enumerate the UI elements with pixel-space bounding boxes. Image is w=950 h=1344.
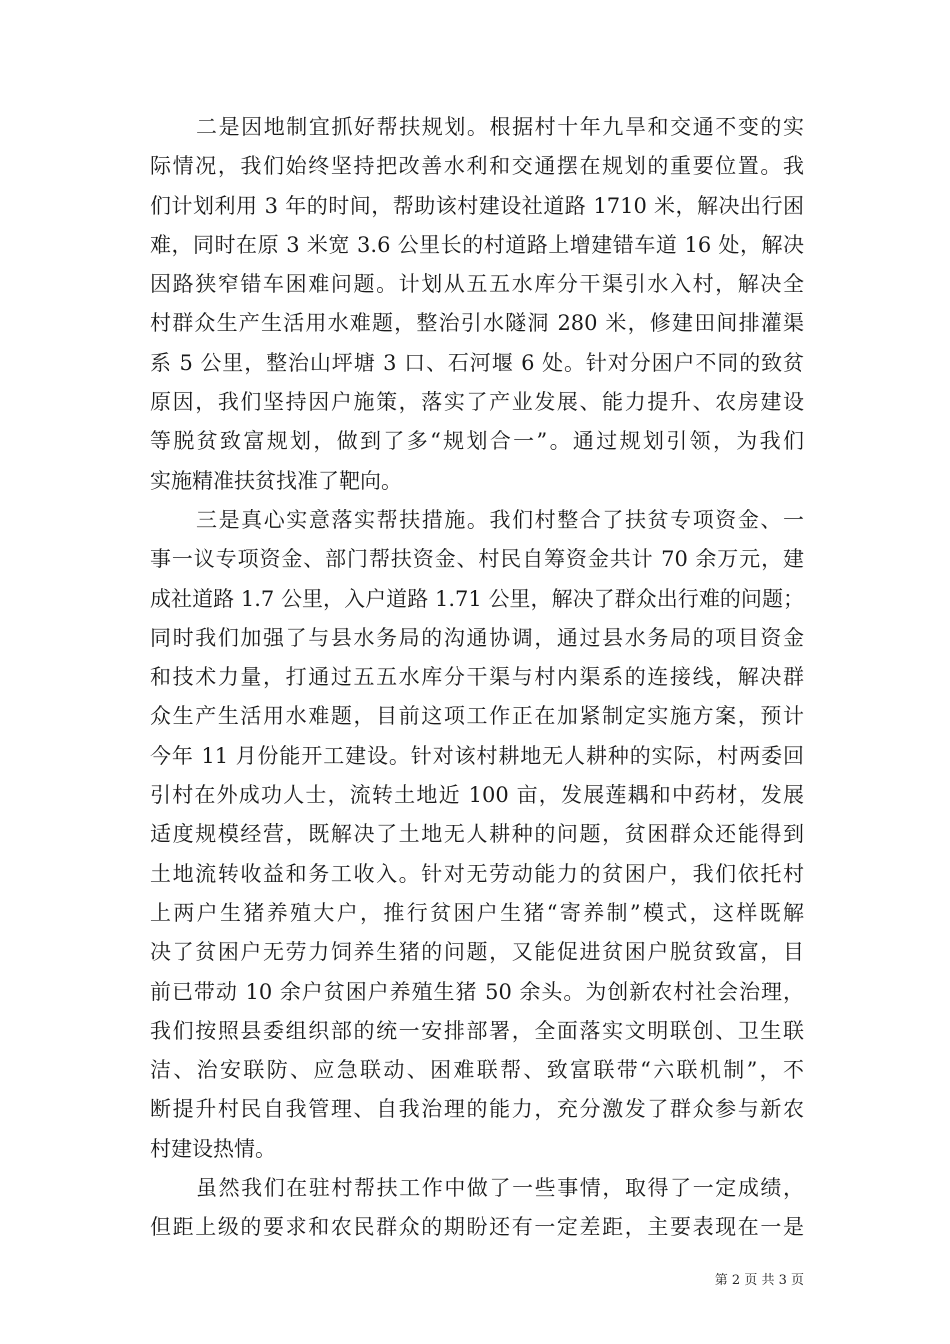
text-line: 难，同时在原 3 米宽 3.6 公里长的村道路上增建错车道 16 处，解决 xyxy=(150,232,804,257)
text-line: 际情况，我们始终坚持把改善水利和交通摆在规划的重要位置。我 xyxy=(150,154,804,179)
text-line: 适度规模经营，既解决了土地无人耕种的问题，贫困群众还能得到 xyxy=(150,822,804,847)
text-line: 虽然我们在驻村帮扶工作中做了一些事情，取得了一定成绩， xyxy=(196,1176,804,1201)
text-line: 同时我们加强了与县水务局的沟通协调，通过县水务局的项目资金 xyxy=(150,625,804,650)
text-line: 村建设热情。 xyxy=(150,1136,276,1161)
text-line: 洁、治安联防、应急联动、困难联帮、致富联带“六联机制”，不 xyxy=(150,1058,804,1083)
text-line: 系 5 公里，整治山坪塘 3 口、石河堰 6 处。针对分困户不同的致贫 xyxy=(150,350,804,375)
text-line: 和技术力量，打通过五五水库分干渠与村内渠系的连接线，解决群 xyxy=(150,665,804,690)
text-line: 断提升村民自我管理、自我治理的能力，充分激发了群众参与新农 xyxy=(150,1097,804,1122)
document-body xyxy=(150,108,804,1248)
text-line: 实施精准扶贫找准了靶向。 xyxy=(150,468,402,493)
text-line: 二是因地制宜抓好帮扶规划。根据村十年九旱和交通不变的实 xyxy=(196,115,804,139)
text-line: 原因，我们坚持因户施策，落实了产业发展、能力提升、农房建设 xyxy=(150,390,804,415)
text-line: 众生产生活用水难题，目前这项工作正在加紧制定实施方案，预计 xyxy=(150,704,804,729)
text-line: 事一议专项资金、部门帮扶资金、村民自筹资金共计 70 余万元，建 xyxy=(150,547,804,572)
text-line: 等脱贫致富规划，做到了多“规划合一”。通过规划引领，为我们 xyxy=(150,429,804,454)
text-line: 土地流转收益和务工收入。针对无劳动能力的贫困户，我们依托村 xyxy=(150,861,804,886)
text-line: 村群众生产生活用水难题，整治引水隧洞 280 米，修建田间排灌渠 xyxy=(150,311,804,336)
text-line: 但距上级的要求和农民群众的期盼还有一定差距，主要表现在一是 xyxy=(150,1215,804,1240)
text-line: 上两户生猪养殖大户，推行贫困户生猪“寄养制”模式，这样既解 xyxy=(150,900,804,925)
text-line: 我们按照县委组织部的统一安排部署，全面落实文明联创、卫生联 xyxy=(150,1018,804,1043)
text-line: 们计划利用 3 年的时间，帮助该村建设社道路 1710 米，解决出行困 xyxy=(150,193,804,218)
text-line: 因路狭窄错车困难问题。计划从五五水库分干渠引水入村，解决全 xyxy=(150,272,804,297)
text-line: 决了贫困户无劳力饲养生猪的问题，又能促进贫困户脱贫致富，目 xyxy=(150,940,804,965)
text-line: 成社道路 1.7 公里，入户道路 1.71 公里，解决了群众出行难的问题； xyxy=(150,586,804,611)
text-line: 今年 11 月份能开工建设。针对该村耕地无人耕种的实际，村两委回 xyxy=(150,743,804,768)
page-number: 第 2 页 共 3 页 xyxy=(714,1273,804,1288)
text-line: 引村在外成功人士，流转土地近 100 亩，发展莲耦和中药材，发展 xyxy=(150,783,804,808)
text-line: 三是真心实意落实帮扶措施。我们村整合了扶贫专项资金、一 xyxy=(196,507,804,532)
text-line: 前已带动 10 余户贫困户养殖生猪 50 余头。为创新农村社会治理， xyxy=(150,979,804,1004)
